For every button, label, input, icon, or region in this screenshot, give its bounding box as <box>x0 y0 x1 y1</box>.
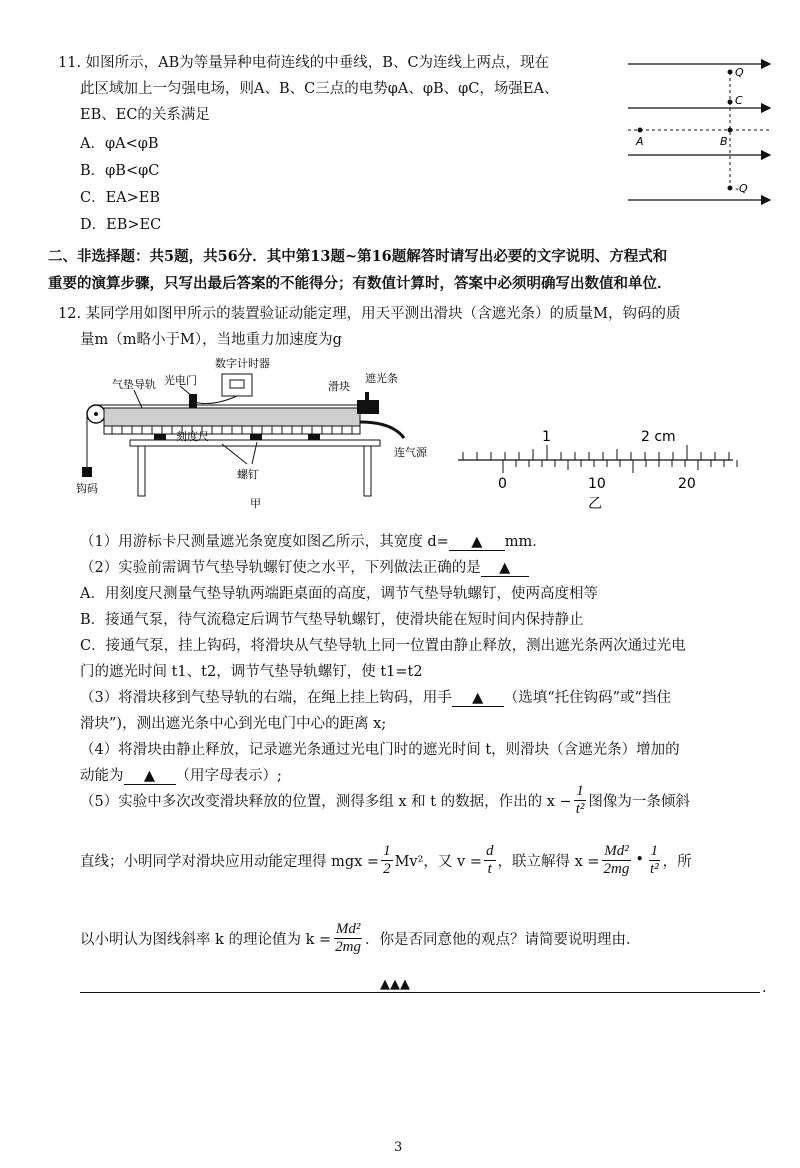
q11-stem-line2: 此区域加上一匀强电场，则A、B、C三点的电势φA、φB、φC，场强EA、 <box>80 81 559 97</box>
q12-part4: （4）将滑块由静止释放，记录遮光条通过光电门时的遮光时间 t，则滑块（含遮光条）增加的 <box>80 742 680 758</box>
point-a <box>638 128 643 133</box>
vernier-ticks <box>503 460 748 473</box>
weight-label: 钩码 <box>76 482 98 495</box>
page-number: 3 <box>394 1140 403 1155</box>
q12-part5-line2: 直线；小明同学对滑块应用动能定理得 mgx = $\frac{1}{2}$ Mv²，又 v = $\frac{d}{t}$ ，联立解得 x = $\frac{\text{Md²}}{2mg}$ • 1 t² ，所 <box>80 842 692 877</box>
fraction-1-over-t2: 1 t² <box>649 842 659 877</box>
gate-label: 光电门 <box>164 374 197 387</box>
strip-label: 遮光条 <box>365 372 398 385</box>
table-leg <box>364 446 371 496</box>
main-scale-ticks <box>463 445 729 460</box>
q12-part2: （2）实验前需调节气垫导轨螺钉使之水平，下列做法正确的是 ▲ <box>80 556 529 577</box>
q11-stem-line3: EB、EC的关系满足 <box>80 107 210 123</box>
q11-option-b: B．φB<φC <box>80 163 160 179</box>
label-q: Q <box>735 66 744 79</box>
slider-block <box>357 400 379 414</box>
vernier-label-20: 20 <box>678 476 696 492</box>
answer-blank[interactable]: ▲ <box>124 768 176 785</box>
answer-line-row <box>80 977 767 996</box>
air-label: 连气源 <box>394 446 427 459</box>
ruler-label: 刻度尺 <box>176 430 209 443</box>
q12-number: 12. <box>58 306 82 322</box>
point-b <box>728 128 733 133</box>
q12-part3-cont: 滑块”)，测出遮光条中心到光电门中心的距离 x; <box>80 716 387 732</box>
q12-part1: （1）用游标卡尺测量遮光条宽度如图乙所示，其宽度 d= ▲ mm． <box>80 534 547 550</box>
screw <box>308 434 320 440</box>
q12-stem-line2: 量m（m略小于M），当地重力加速度为g <box>80 332 342 348</box>
figure-jia-apparatus <box>72 352 442 512</box>
answer-end-period: . <box>762 980 767 996</box>
main-label-2cm: 2 cm <box>641 429 676 445</box>
q12-part2-option-a: A．用刻度尺测量气垫导轨两端距桌面的高度，调节气垫导轨螺钉，使两高度相等 <box>80 586 598 602</box>
figure-jia-caption: 甲 <box>250 497 261 510</box>
q11-number: 11. <box>58 55 82 71</box>
table-top <box>130 440 380 446</box>
timer-label: 数字计时器 <box>215 357 270 370</box>
section2-line1: 二、非选择题：共5题，共56分．其中第13题~第16题解答时请写出必要的文字说明、方程式和 <box>48 248 668 265</box>
q11-option-a: A．φA<φB <box>80 136 159 152</box>
section2-line2: 重要的演算步骤，只写出最后答案的不能得分；有数值计算时，答案中必须明确写出数值和单位． <box>48 275 672 292</box>
q12-part2-option-b: B．接通气泵，待气流稳定后调节气垫导轨螺钉，使滑块能在短时间内保持静止 <box>80 612 584 628</box>
answer-line[interactable] <box>80 992 760 993</box>
q12-part5-line3: 以小明认为图线斜率 k 的理论值为 k = $\frac{\text{Md²}}{2mg}$ ．你是否同意他的观点？请简要说明理由． <box>80 920 641 955</box>
label-b: B <box>720 135 728 148</box>
figure-yi-vernier <box>448 425 748 510</box>
fraction-1-over-t2: $\frac{1}{\text{t²}}$ <box>575 782 585 817</box>
table-leg <box>138 446 145 496</box>
rail-label: 气垫导轨 <box>112 378 156 391</box>
positive-charge <box>728 70 733 75</box>
answer-triangles: ▲▲▲ <box>380 977 410 992</box>
label-c: C <box>735 94 743 107</box>
answer-blank[interactable]: ▲ <box>452 690 504 707</box>
slider-label: 滑块 <box>328 380 350 393</box>
answer-blank[interactable]: ▲ <box>449 534 505 551</box>
screw <box>250 434 262 440</box>
q11-stem-line1: 如图所示，AB为等量异种电荷连线的中垂线，B、C为连线上两点，现在 <box>85 55 550 71</box>
q11-option-c: C．EA>EB <box>80 190 161 206</box>
label-a: A <box>636 135 644 148</box>
figure-yi-caption: 乙 <box>588 496 602 510</box>
q11-option-d: D．EB>EC <box>80 217 162 233</box>
hook-weight <box>82 467 92 477</box>
fraction-md2-over-2mg: $\frac{\text{Md²}}{2mg}$ <box>603 842 630 877</box>
screw-label: 螺钉 <box>237 468 259 481</box>
digital-timer <box>222 374 252 396</box>
screw <box>154 434 166 440</box>
q12-part2-option-c2: 门的遮光时间 t1、t2，调节气垫导轨螺钉，使 t1=t2 <box>80 664 423 680</box>
q12-part4-cont: 动能为 ▲ （用字母表示）; <box>80 768 282 784</box>
fraction-d-over-t: $\frac{d}{t}$ <box>486 842 494 877</box>
q11-field-figure <box>620 50 780 210</box>
negative-charge <box>728 186 733 191</box>
shading-strip <box>365 392 369 400</box>
q12-stem-text: 某同学用如图甲所示的装置验证动能定理，用天平测出滑块（含遮光条）的质量M，钩码的质 <box>85 306 681 322</box>
q12-part5-line1: （5）实验中多次改变滑块释放的位置，测得多组 x 和 t 的数据，作出的 x − $\frac{1}{\text{t²}}$ 图像为一条倾斜 <box>80 782 690 817</box>
air-hose <box>360 422 404 438</box>
q12-part3: （3）将滑块移到气垫导轨的右端，在绳上挂上钩码，用手 ▲ （选填“托住钩码”或“挡住 <box>80 690 671 706</box>
vernier-label-0: 0 <box>498 476 507 492</box>
fraction-1-over-2: $\frac{1}{2}$ <box>383 842 391 877</box>
answer-blank[interactable]: ▲ <box>481 560 529 577</box>
vernier-label-10: 10 <box>588 476 606 492</box>
fraction-md2-over-2mg: $\frac{\text{Md²}}{2mg}$ <box>335 920 362 955</box>
label-neg-q: -Q <box>735 182 748 195</box>
q11-block <box>58 50 558 128</box>
main-label-1: 1 <box>542 429 551 445</box>
q12-part2-option-c1: C．接通气泵，挂上钩码，将滑块从气垫导轨上同一位置由静止释放，测出遮光条两次通过光电 <box>80 638 686 654</box>
photogate <box>189 394 197 408</box>
air-track <box>104 408 360 426</box>
point-c <box>728 100 733 105</box>
q12-stem-line1 <box>58 302 681 323</box>
